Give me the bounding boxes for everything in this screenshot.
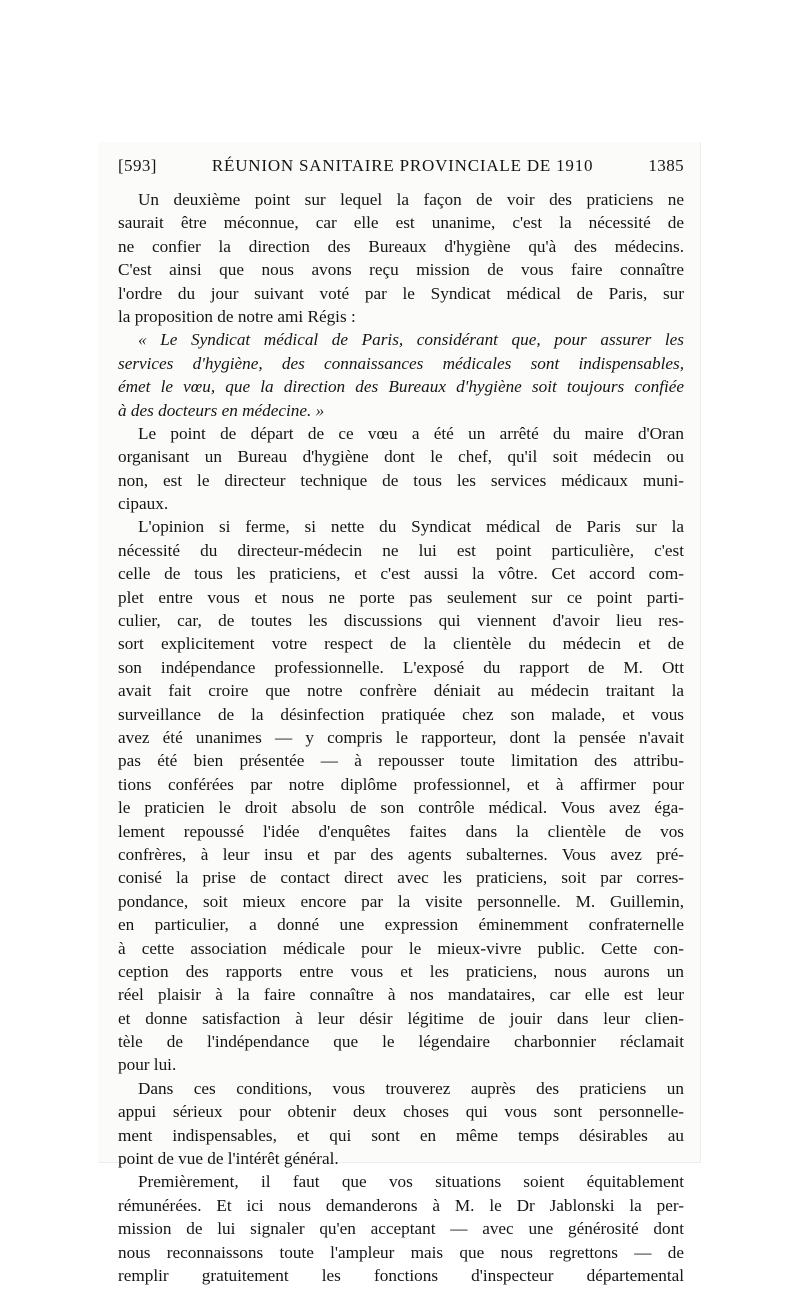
text-line: surveillance de la désinfection pratiquée chez son malade, et vous bbox=[118, 704, 684, 724]
text-line: et donne satisfaction à leur désir légitime de jouir dans leur clien- bbox=[118, 1008, 684, 1028]
text-line: réel plaisir à la faire connaître à nos mandataires, car elle est leur bbox=[118, 985, 684, 1005]
book-page bbox=[98, 142, 701, 1285]
text-line: confrères, à leur insu et par des agents subalternes. Vous avez pré- bbox=[118, 844, 684, 864]
text-line: L'opinion si ferme, si nette du Syndicat médical de Paris sur la bbox=[138, 517, 684, 537]
text-line: ne confier la direction des Bureaux d'hygiène qu'à des médecins. bbox=[118, 236, 684, 256]
text-line: en particulier, a donné une expression éminemment confraternelle bbox=[118, 915, 684, 935]
text-line: émet le vœu, que la direction des Bureaux d'hygiène soit toujours confiée bbox=[118, 377, 684, 397]
text-line: tèle de l'indépendance que le légendaire charbonnier réclamait bbox=[118, 1032, 684, 1052]
text-line: lement repoussé l'idée d'enquêtes faites dans la clientèle de vos bbox=[118, 821, 684, 841]
text-line: l'ordre du jour suivant voté par le Syndicat médical de Paris, sur bbox=[118, 283, 684, 303]
text-line: pas été bien présentée — à repousser toute limitation des attribu- bbox=[118, 751, 684, 771]
text-line: Dans ces conditions, vous trouverez auprès des praticiens un bbox=[138, 1078, 684, 1098]
text-line: tions conférées par notre diplôme professionnel, et à affirmer pour bbox=[118, 774, 684, 794]
text-line: services d'hygiène, des connaissances médicales sont indispensables, bbox=[118, 353, 684, 373]
text-line: pondance, soit mieux encore par la visite personnelle. M. Guillemin, bbox=[118, 891, 684, 911]
running-header bbox=[118, 156, 684, 182]
text-line: nous reconnaissons toute l'ampleur mais que nous regrettons — de bbox=[118, 1242, 684, 1262]
text-line: rémunérées. Et ici nous demanderons à M. le Dr Jablonski la per- bbox=[118, 1195, 684, 1215]
text-line: mission de lui signaler qu'en acceptant — avec une générosité dont bbox=[118, 1219, 684, 1239]
text-line: appui sérieux pour obtenir deux choses qui vous sont personnelle- bbox=[118, 1102, 684, 1122]
page-number: 1385 bbox=[648, 156, 684, 175]
page-content bbox=[118, 156, 684, 1287]
text-line: C'est ainsi que nous avons reçu mission de vous faire connaître bbox=[118, 260, 684, 280]
text-line: sort explicitement votre respect de la clientèle du médecin et de bbox=[118, 634, 684, 654]
text-line: culier, car, de toutes les discussions qui viennent d'avoir lieu res- bbox=[118, 611, 684, 631]
text-line: Premièrement, il faut que vos situations soient équitablement bbox=[138, 1172, 684, 1192]
text-line: saurait être méconnue, car elle est unanime, c'est la nécessité de bbox=[118, 213, 684, 233]
text-line: ment indispensables, et qui sont en même temps désirables au bbox=[118, 1125, 684, 1145]
text-line: organisant un Bureau d'hygiène dont le chef, qu'il soit médecin ou bbox=[118, 447, 684, 467]
text-line: ception des rapports entre vous et les praticiens, nous aurons un bbox=[118, 961, 684, 981]
text-line: cipaux. bbox=[118, 494, 169, 514]
text-line: « Le Syndicat médical de Paris, considérant que, pour assurer les bbox=[138, 330, 684, 350]
text-line: point de vue de l'intérêt général. bbox=[118, 1149, 339, 1169]
text-line: Un deuxième point sur lequel la façon de voir des praticiens ne bbox=[138, 190, 684, 209]
text-line: Le point de départ de ce vœu a été un arrêté du maire d'Oran bbox=[138, 423, 684, 443]
text-line: le praticien le droit absolu de son contrôle médical. Vous avez éga- bbox=[118, 798, 684, 818]
text-line: avait fait croire que notre confrère déniait au médecin traitant la bbox=[118, 681, 684, 701]
running-title: RÉUNION SANITAIRE PROVINCIALE DE 1910 bbox=[211, 156, 594, 175]
body-text bbox=[118, 188, 684, 1287]
text-line: nécessité du directeur-médecin ne lui est point particulière, c'est bbox=[118, 540, 684, 560]
page-ref: [593] bbox=[118, 156, 157, 175]
text-line: non, est le directeur technique de tous les services médicaux muni- bbox=[118, 470, 684, 490]
text-line: conisé la prise de contact direct avec les praticiens, soit par corres- bbox=[118, 868, 684, 888]
text-line: la proposition de notre ami Régis : bbox=[118, 306, 356, 326]
text-line: avez été unanimes — y compris le rapporteur, dont la pensée n'avait bbox=[118, 727, 684, 747]
text-line: son indépendance professionnelle. L'exposé du rapport de M. Ott bbox=[118, 657, 684, 677]
text-line: à des docteurs en médecine. » bbox=[118, 400, 325, 420]
text-line: remplir gratuitement les fonctions d'inspecteur départemental bbox=[118, 1265, 684, 1285]
text-line: celle de tous les praticiens, et c'est aussi la vôtre. Cet accord com- bbox=[118, 564, 684, 584]
text-line: à cette association médicale pour le mieux-vivre public. Cette con- bbox=[118, 938, 684, 958]
text-line: pour lui. bbox=[118, 1055, 177, 1075]
text-line: plet entre vous et nous ne porte pas seulement sur ce point parti- bbox=[118, 587, 684, 607]
